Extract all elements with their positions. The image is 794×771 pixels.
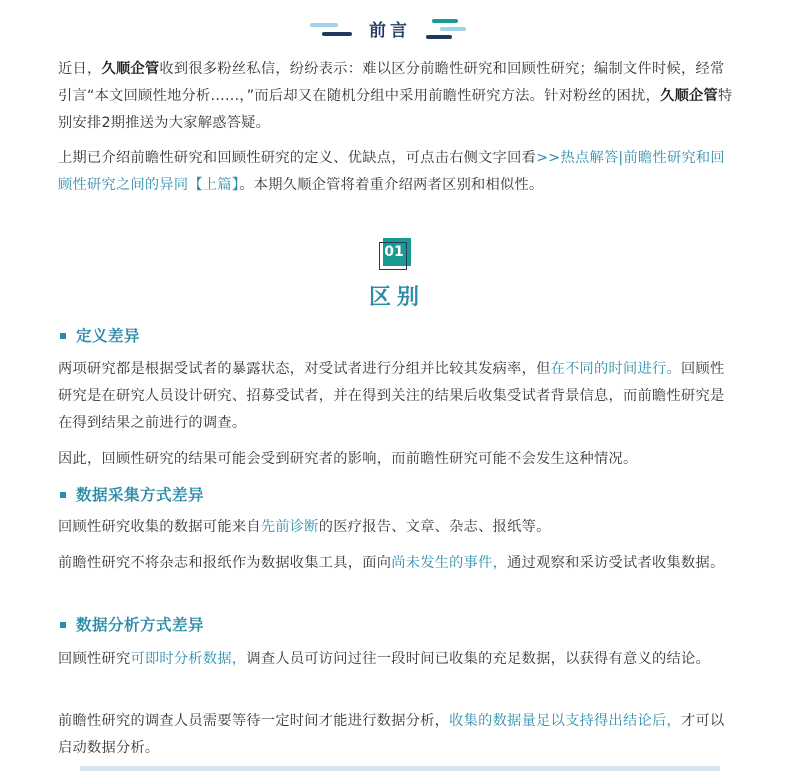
- highlight-text: 先前诊断: [260, 519, 319, 535]
- header-decoration-right-teal: [432, 19, 458, 23]
- header-decoration-left-dark: [322, 32, 352, 36]
- collection-paragraph-1: 回顾性研究收集的数据可能来自先前诊断的医疗报告、文章、杂志、报纸等。: [58, 519, 551, 535]
- analysis-paragraph-1: 回顾性研究可即时分析数据，调查人员可访问过往一段时间已收集的充足数据，以获得有意义的结论。: [58, 651, 710, 667]
- square-bullet-icon: [60, 333, 66, 339]
- header-decoration-right-light: [440, 27, 466, 31]
- collection-paragraph-2: 前瞻性研究不将杂志和报纸作为数据收集工具，面向尚未发生的事件，通过观察和采访受试者收集数据。: [58, 555, 725, 571]
- square-bullet-icon: [60, 622, 66, 628]
- intro-paragraph-2: 上期已介绍前瞻性研究和回顾性研究的定义、优缺点，可点击右侧文字回看>>热点解答|前瞻性研究和回顾性研究之间的异同【上篇】。本期久顺企管将着重介绍两者区别和相似性。: [58, 150, 725, 193]
- brand-name: 久顺企管: [660, 88, 719, 104]
- section-title: 区别: [368, 285, 425, 310]
- highlight-text: 在不同的时间进行。: [550, 361, 681, 377]
- article-page: 前言 近日，久顺企管收到很多粉丝私信，纷纷表示：难以区分前瞻性研究和回顾性研究；编制文件时候，经常引言“本文回顾性地分析......，”而后却又在随机分组中采用前瞻性研究方法。针对粉丝的困扰，久顺企管特别安排2期推送为大家解惑答疑。 上期已介绍前瞻性研究和回顾性研究的定义、优缺点，可点击右侧文字回看>>热点解答|前瞻性研究和回顾性研究之间的异同【上篇】。本期久顺企管将着重介绍两者区别和相似性。 01 区别 定义差异 两项研究都是根据受试者的暴露状态，对受试者进行分组并比较其发病率，但在不同的时间进行。回顾性研究是在研究人员设计研究、招募受试者，并在得到关注的结果后收集受试者背景信息，而前瞻性研究是在得到结果之前进行的调查。 因此，回顾性研究的结果可能会受到研究者的影响，而前瞻性研究可能不会发生这种情况。 数据采集方式差异 回顾性研究收集的数据可能来自先前诊断的医疗报告、文章、杂志、报纸等。 前瞻性研究不将杂志和报纸作为数据收集工具，面向尚未发生的事件，通过观察和采访受试者收集数据。 数据分析方式差异 回顾性研究可即时分析数据，调查人员可访问过往一段时间已收集的充足数据，以获得有意义的结论。 前瞻性研究的调查人员需要等待一定时间才能进行数据分析，收集的数据量足以支持得出结论后，才可以启动数据分析。: [0, 0, 794, 771]
- definition-paragraph-2: 因此，回顾性研究的结果可能会受到研究者的影响，而前瞻性研究可能不会发生这种情况。: [58, 451, 638, 467]
- preface-header: [0, 12, 794, 46]
- next-image-edge: [80, 766, 720, 771]
- header-decoration-left-light: [310, 23, 338, 27]
- section-number-badge: [379, 238, 411, 270]
- previous-article-link[interactable]: >>热点解答|前瞻性研究和回顾性研究之间的异同【上篇】: [58, 150, 725, 193]
- brand-name: 久顺企管: [101, 61, 160, 77]
- section-number: 01: [384, 244, 404, 260]
- analysis-paragraph-2: 前瞻性研究的调查人员需要等待一定时间才能进行数据分析，收集的数据量足以支持得出结论后，才可以启动数据分析。: [58, 713, 725, 756]
- intro-paragraph-1: 近日，久顺企管收到很多粉丝私信，纷纷表示：难以区分前瞻性研究和回顾性研究；编制文件时候，经常引言“本文回顾性地分析......，”而后却又在随机分组中采用前瞻性研究方法。针对粉丝的困扰，久顺企管特别安排2期推送为大家解惑答疑。: [58, 61, 733, 131]
- header-title: 前言: [369, 21, 411, 41]
- header-decoration-right-dark: [426, 35, 452, 39]
- highlight-text: 尚未发生的事件，: [391, 555, 508, 571]
- square-bullet-icon: [60, 492, 66, 498]
- highlight-text: 可即时分析数据，: [130, 651, 247, 667]
- highlight-text: 收集的数据量足以支持得出结论后，: [449, 713, 681, 729]
- definition-paragraph-1: 两项研究都是根据受试者的暴露状态，对受试者进行分组并比较其发病率，但在不同的时间进行。回顾性研究是在研究人员设计研究、招募受试者，并在得到关注的结果后收集受试者背景信息，而前瞻性研究是在得到结果之前进行的调查。: [58, 361, 725, 431]
